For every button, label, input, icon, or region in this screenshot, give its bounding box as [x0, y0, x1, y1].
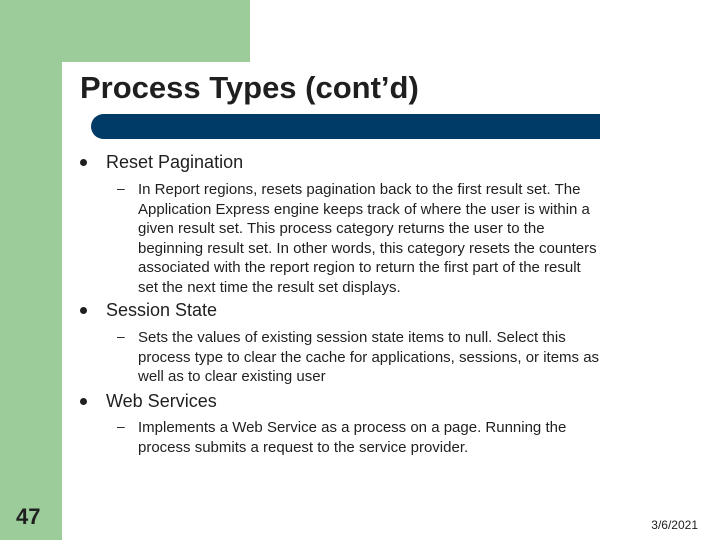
sub-bullet-dash: –	[117, 328, 125, 344]
bullet-heading-web-services: Web Services	[106, 391, 217, 411]
bullet-heading-reset-pagination: Reset Pagination	[106, 152, 244, 172]
bullet-heading-session-state: Session State	[106, 300, 218, 320]
slide-title: Process Types (cont’d)	[80, 70, 419, 105]
slide-number: 47	[16, 504, 41, 529]
bullet-text-reset-pagination: In Report regions, resets pagination back to the first result set. The Application Express engine keeps track of where the user is within a given result set. This process category returns the user to the beginning result set. In other words, this category resets the counters associated with the report region to return the first part of the result set the next time the result set displays.	[138, 181, 597, 296]
green-top-band	[0, 0, 250, 62]
bullet-dot	[80, 307, 87, 314]
sub-bullet-dash: –	[117, 180, 125, 196]
bullet-text-web-services: Implements a Web Service as a process on a page. Running the process submits a request to the service provider.	[138, 419, 567, 456]
title-underline-bar	[104, 114, 600, 139]
green-side-band	[0, 0, 62, 540]
slide-date: 3/6/2021	[651, 518, 698, 532]
bullet-dot	[80, 398, 87, 405]
bullet-dot	[80, 159, 87, 166]
sub-bullet-dash: –	[117, 418, 125, 434]
bullet-text-session-state: Sets the values of existing session state items to null. Select this process type to clear the cache for applications, sessions, or items as well as to clear existing user	[138, 329, 600, 386]
